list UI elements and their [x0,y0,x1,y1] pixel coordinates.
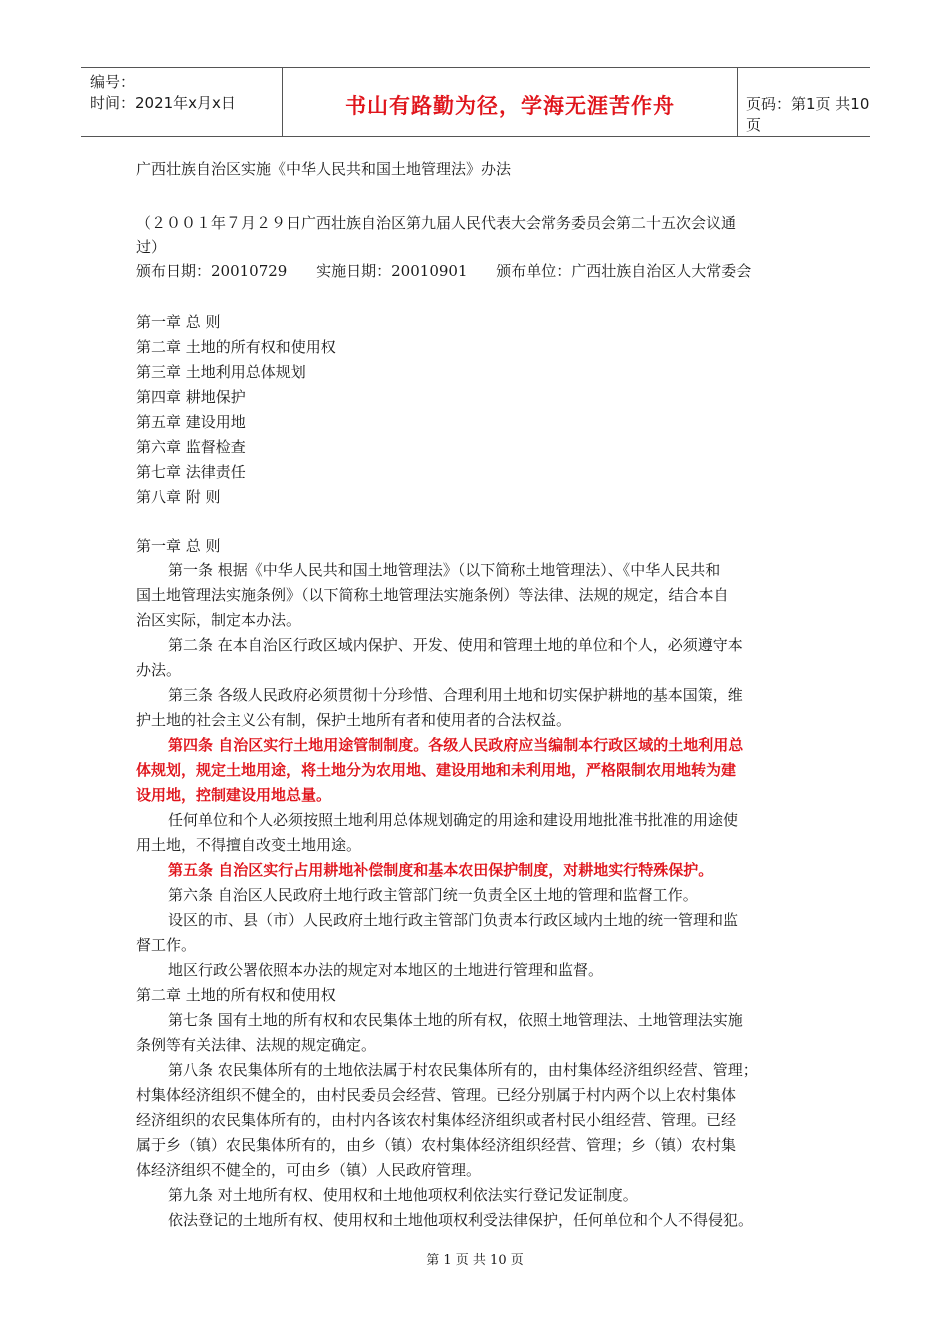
page-info: 页码：第1页 共10页 [746,95,870,134]
chapter-heading: 第一章 总 则 [136,537,221,555]
text-line: 治区实际，制定本办法。 [136,611,302,629]
article-3: 第三条 各级人民政府必须贯彻十分珍惜、合理利用土地和切实保护耕地的基本国策，维 [168,686,743,704]
text-line: 地区行政公署依照本办法的规定对本地区的土地进行管理和监督。 [168,961,604,979]
issuing-body: 颁布单位：广西壮族自治区人大常委会 [496,262,752,280]
chapter-heading: 第二章 土地的所有权和使用权 [136,986,336,1004]
text-line: 村集体经济组织不健全的，由村民委员会经营、管理。已经分别属于村内两个以上农村集体 [136,1086,737,1104]
text-line: 经济组织的农民集体所有的，由村内各该农村集体经济组织或者村民小组经营、管理。已经 [136,1111,737,1129]
toc-item: 第四章 耕地保护 [136,388,246,406]
promulgation-date: 颁布日期：20010729 [136,262,288,280]
document-title: 广西壮族自治区实施《中华人民共和国土地管理法》办法 [136,160,512,178]
document-time: 时间：2021年x月x日 [90,94,236,112]
text-line: 依法登记的土地所有权、使用权和土地他项权利受法律保护，任何单位和个人不得侵犯。 [168,1211,754,1229]
document-meta [136,261,751,281]
highlighted-line: 体规划，规定土地用途，将土地分为农用地、建设用地和未利用地，严格限制农用地转为建 [136,761,737,779]
toc-item: 第七章 法律责任 [136,463,246,481]
text-line: 国土地管理法实施条例》（以下简称土地管理法实施条例）等法律、法规的规定，结合本自 [136,586,729,604]
article-7: 第七条 国有土地的所有权和农民集体土地的所有权，依照土地管理法、土地管理法实施 [168,1011,743,1029]
article-1: 第一条 根据《中华人民共和国土地管理法》（以下简称土地管理法）、《中华人民共和 [168,561,721,579]
text-line: 督工作。 [136,936,197,954]
article-2: 第二条 在本自治区行政区域内保护、开发、使用和管理土地的单位和个人，必须遵守本 [168,636,743,654]
header-info-cell [81,68,282,136]
article-6: 第六条 自治区人民政府土地行政主管部门统一负责全区土地的管理和监督工作。 [168,886,698,904]
motto: 书山有路勤为径，学海无涯苦作舟 [345,94,675,118]
article-5-highlighted: 第五条 自治区实行占用耕地补偿制度和基本农田保护制度，对耕地实行特殊保护。 [168,861,714,879]
document-number: 编号： [90,73,136,91]
text-line: 办法。 [136,661,182,679]
text-line: 护土地的社会主义公有制，保护土地所有者和使用者的合法权益。 [136,711,572,729]
page-footer: 第 1 页 共 10 页 [426,1253,524,1268]
toc-item: 第六章 监督检查 [136,438,246,456]
effective-date: 实施日期：20010901 [316,262,468,280]
text-line: 体经济组织不健全的，可由乡（镇）人民政府管理。 [136,1161,482,1179]
highlighted-line: 设用地，控制建设用地总量。 [136,786,332,804]
article-4-highlighted: 第四条 自治区实行土地用途管制制度。各级人民政府应当编制本行政区域的土地利用总 [168,736,744,754]
article-9: 第九条 对土地所有权、使用权和土地他项权利依法实行登记发证制度。 [168,1186,638,1204]
toc-item: 第八章 附 则 [136,488,221,506]
text-line: 设区的市、县（市）人民政府土地行政主管部门负责本行政区域内土地的统一管理和监 [168,911,739,929]
text-line: 条例等有关法律、法规的规定确定。 [136,1036,377,1054]
adoption-note-line-2: 过） [136,238,167,256]
text-line: 属于乡（镇）农民集体所有的，由乡（镇）农村集体经济组织经营、管理；乡（镇）农村集 [136,1136,737,1154]
article-8: 第八条 农民集体所有的土地依法属于村农民集体所有的，由村集体经济组织经营、管理； [168,1061,758,1079]
text-line: 任何单位和个人必须按照土地利用总体规划确定的用途和建设用地批准书批准的用途使 [168,811,739,829]
toc-item: 第一章 总 则 [136,313,221,331]
toc-item: 第二章 土地的所有权和使用权 [136,338,336,356]
adoption-note-line-1: （２００１年７月２９日广西壮族自治区第九届人民代表大会常务委员会第二十五次会议通 [136,214,737,232]
page-header [81,67,870,137]
text-line: 用土地，不得擅自改变土地用途。 [136,836,362,854]
toc-item: 第三章 土地利用总体规划 [136,363,306,381]
toc-item: 第五章 建设用地 [136,413,246,431]
header-motto-cell [282,68,738,136]
